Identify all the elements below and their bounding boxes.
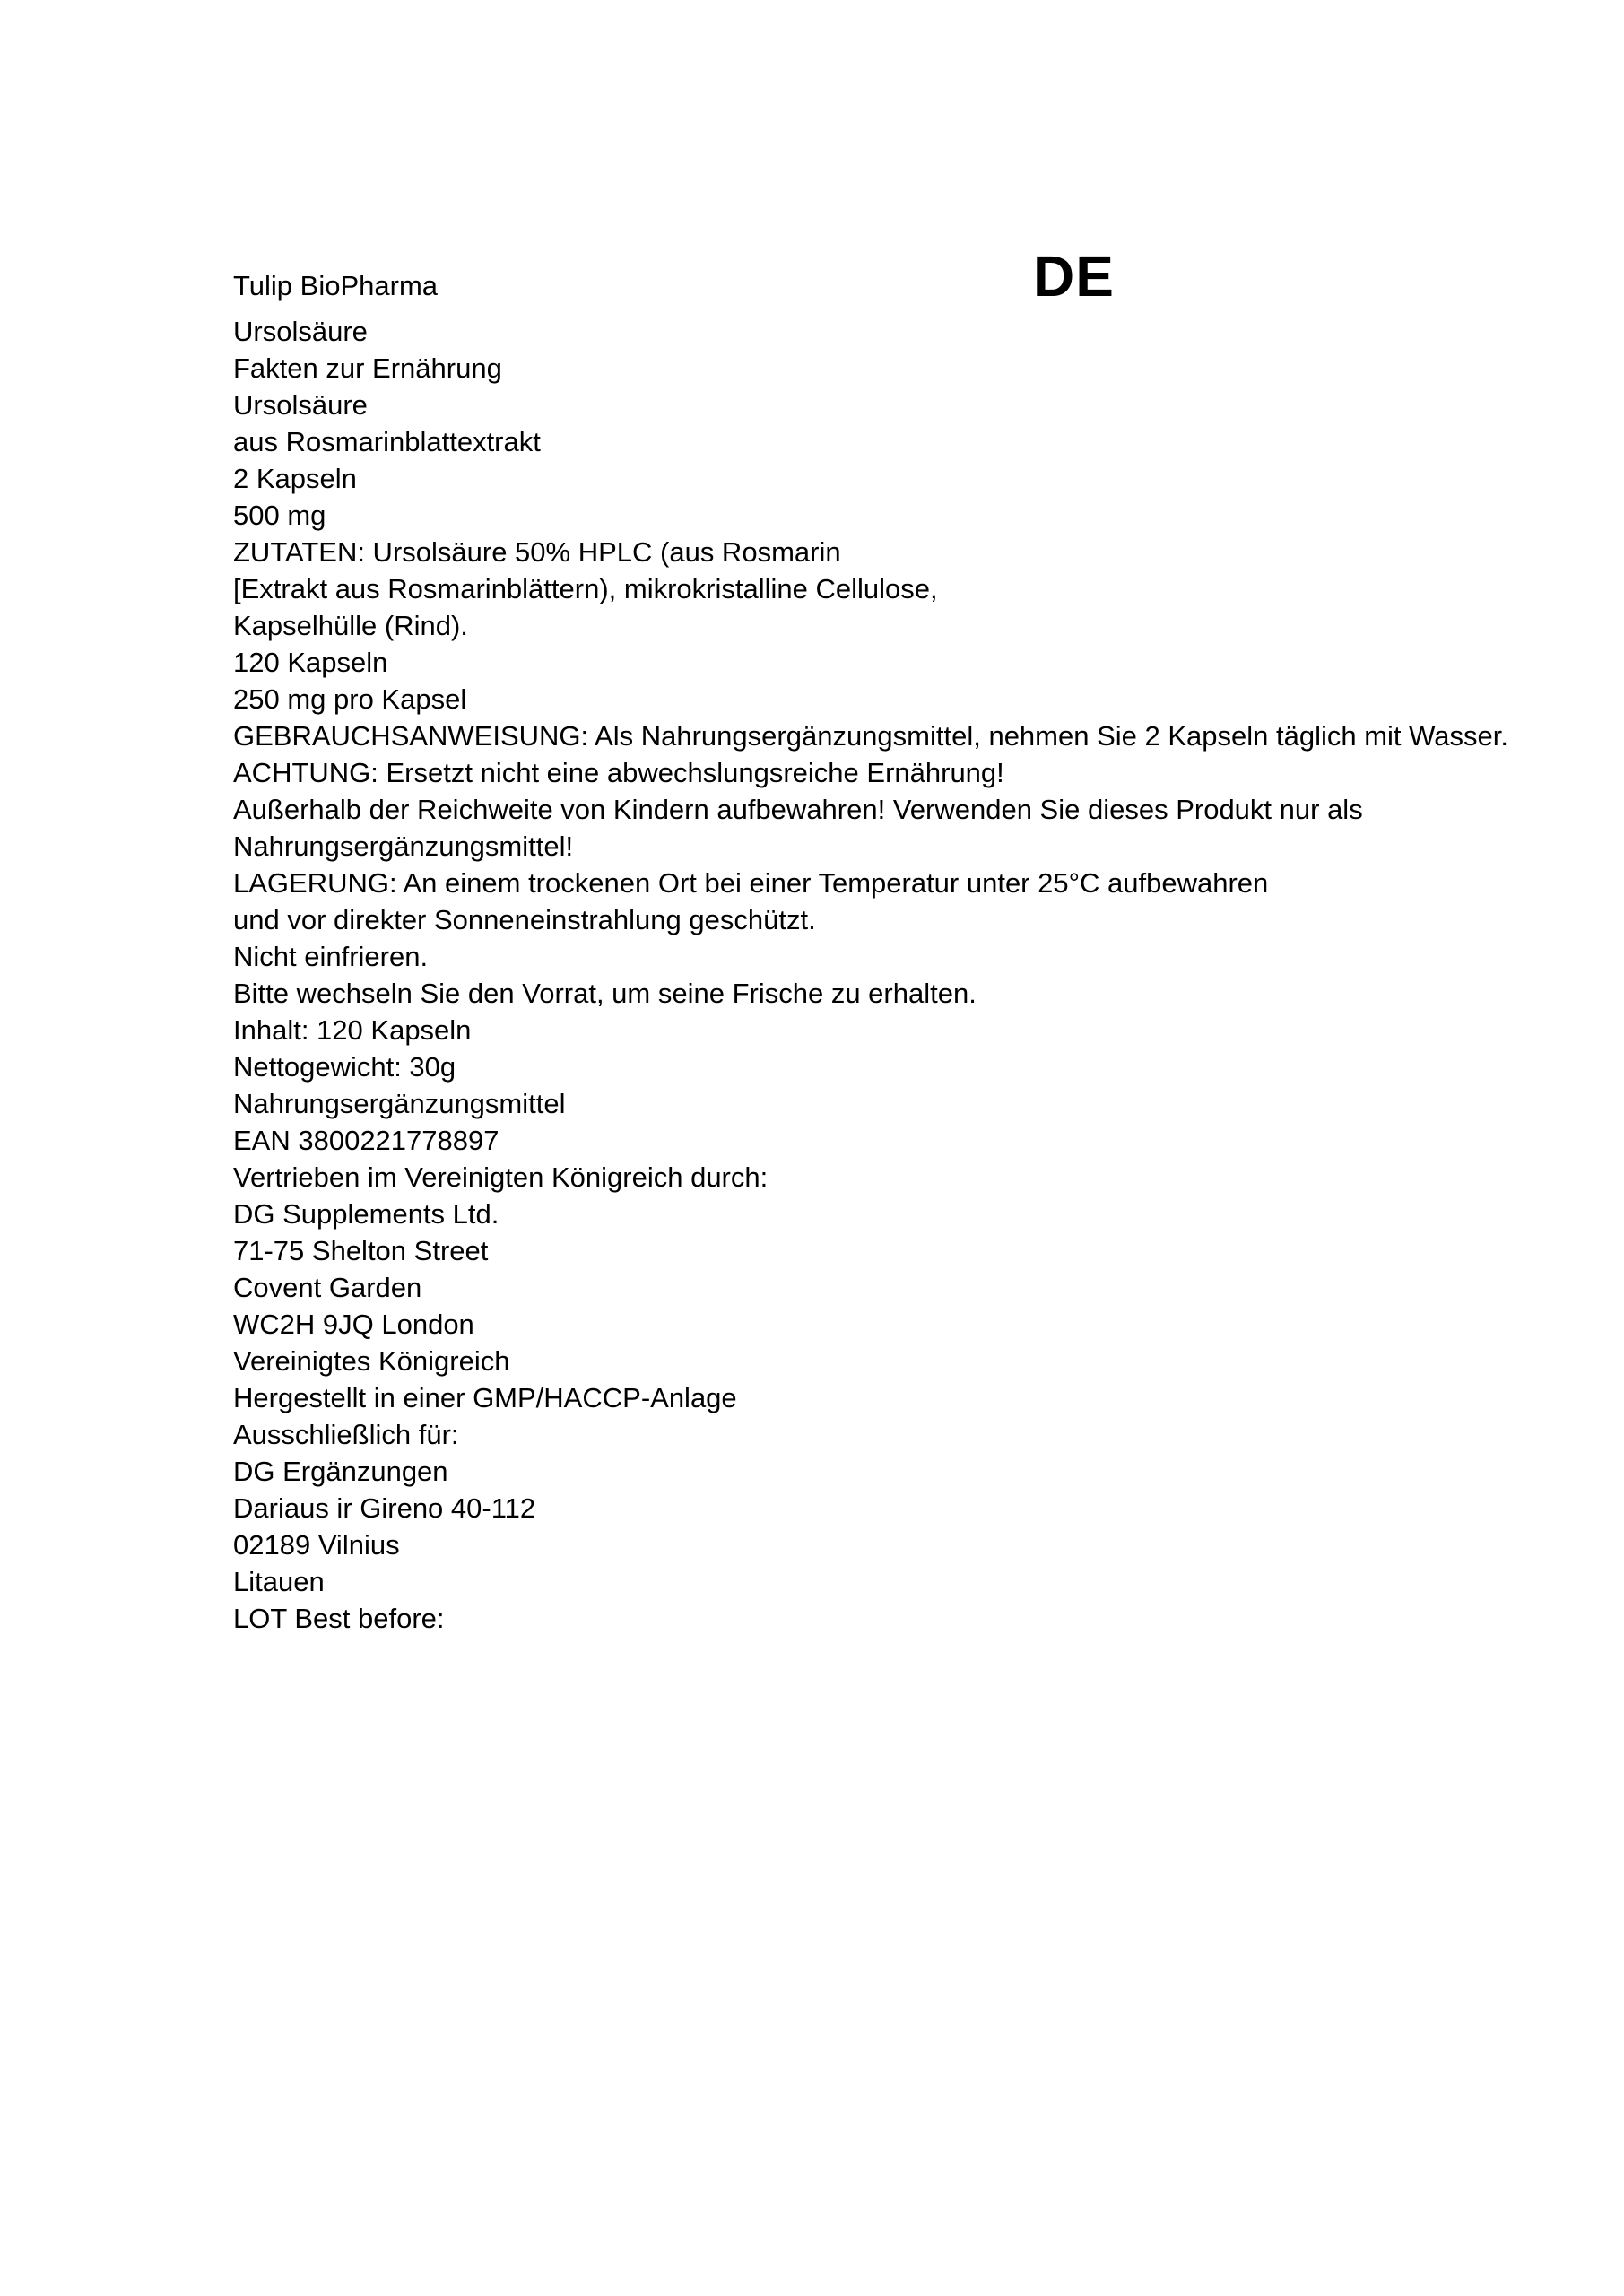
ingredients-line-2: [Extrakt aus Rosmarinblättern), mikrokristalline Cellulose, xyxy=(233,573,938,604)
distributor-name: DG Supplements Ltd. xyxy=(233,1198,499,1230)
serving-amount: 500 mg xyxy=(233,500,326,531)
product-category: Nahrungsergänzungsmittel xyxy=(233,1088,566,1119)
distributor-country: Vereinigtes Königreich xyxy=(233,1345,510,1377)
brand-name: Tulip BioPharma xyxy=(233,270,439,301)
distributor-district: Covent Garden xyxy=(233,1272,422,1303)
storage-line-2: und vor direkter Sonneneinstrahlung geschützt. xyxy=(233,904,816,935)
warning-line-2: Außerhalb der Reichweite von Kindern aufbewahren! Verwenden Sie dieses Produkt nur als xyxy=(233,794,1363,825)
lot-best-before: LOT Best before: xyxy=(233,1603,445,1634)
company-street: Dariaus ir Gireno 40-112 xyxy=(233,1492,536,1524)
ingredient-name: Ursolsäure xyxy=(233,389,368,421)
language-code-heading: DE xyxy=(1033,244,1115,309)
warning-line-3: Nahrungsergänzungsmittel! xyxy=(233,831,574,862)
nutrition-facts-heading: Fakten zur Ernährung xyxy=(233,352,502,384)
contents: Inhalt: 120 Kapseln xyxy=(233,1014,472,1046)
product-name: Ursolsäure xyxy=(233,316,368,347)
capsule-count: 120 Kapseln xyxy=(233,647,388,678)
warning-line-1: ACHTUNG: Ersetzt nicht eine abwechslungsreiche Ernährung! xyxy=(233,757,1004,788)
ingredients-line-3: Kapselhülle (Rind). xyxy=(233,610,468,641)
exclusive-for-heading: Ausschließlich für: xyxy=(233,1419,459,1450)
storage-line-3: Nicht einfrieren. xyxy=(233,941,429,972)
label-text-block xyxy=(233,267,1578,1637)
company-city: 02189 Vilnius xyxy=(233,1529,400,1561)
distributor-city: WC2H 9JQ London xyxy=(233,1309,474,1340)
serving-size: 2 Kapseln xyxy=(233,463,357,494)
ingredient-source: aus Rosmarinblattextrakt xyxy=(233,426,541,457)
storage-line-1: LAGERUNG: An einem trockenen Ort bei einer Temperatur unter 25°C aufbewahren xyxy=(233,867,1269,899)
distributor-street: 71-75 Shelton Street xyxy=(233,1235,489,1266)
net-weight: Nettogewicht: 30g xyxy=(233,1051,456,1083)
per-capsule-amount: 250 mg pro Kapsel xyxy=(233,683,467,715)
company-country: Litauen xyxy=(233,1566,325,1597)
ean-code: EAN 3800221778897 xyxy=(233,1125,499,1156)
ingredients-line-1: ZUTATEN: Ursolsäure 50% HPLC (aus Rosmarin xyxy=(233,536,841,568)
company-name: DG Ergänzungen xyxy=(233,1456,448,1487)
distributor-heading: Vertrieben im Vereinigten Königreich durch: xyxy=(233,1161,769,1193)
usage-instructions: GEBRAUCHSANWEISUNG: Als Nahrungsergänzungsmittel, nehmen Sie 2 Kapseln täglich mit Wasser. xyxy=(233,720,1508,752)
manufacturing-note: Hergestellt in einer GMP/HACCP-Anlage xyxy=(233,1382,737,1413)
storage-line-4: Bitte wechseln Sie den Vorrat, um seine Frische zu erhalten. xyxy=(233,978,977,1009)
